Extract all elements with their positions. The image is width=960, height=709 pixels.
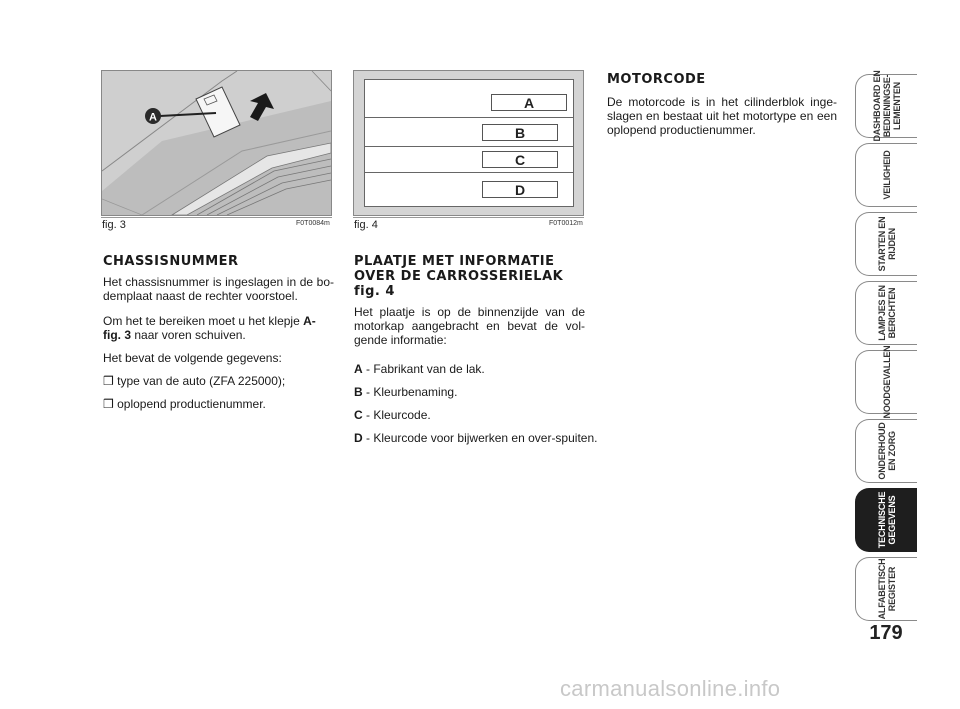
list-item-text: oplopend productienummer. [117, 397, 266, 411]
paint-info-plate [364, 79, 574, 207]
figure-3-image [101, 70, 332, 216]
chassis-number-heading: CHASSISNUMMER [103, 254, 239, 269]
plate-box-c: C [482, 151, 558, 168]
chassis-paragraph-3: Het bevat de volgende gegevens: [103, 351, 282, 365]
marker-a-label: A [149, 111, 157, 124]
fig4-code: F0T0012m [549, 220, 583, 227]
tab-warning-lights[interactable] [855, 281, 917, 345]
paint-plate-heading-line2: OVER DE CARROSSERIELAK [354, 269, 564, 284]
tab-safety[interactable] [855, 143, 917, 207]
paint-plate-paragraph: Het plaatje is op de binnenzijde van de motorkap aangebracht en bevat de vol-gende informatie: [354, 305, 585, 347]
tab-label: ALFABETISCH REGISTER [876, 558, 897, 620]
chassis-p2-text-a: Om het te bereiken moet u het klepje [103, 314, 304, 328]
fig3-caption-rule [101, 217, 332, 218]
engine-code-heading: MOTORCODE [607, 72, 706, 87]
list-item-text: Kleurbenaming. [373, 385, 458, 399]
list-item [103, 397, 334, 411]
engine-code-paragraph: De motorcode is in het cilinderblok inge-slagen en bestaat uit het motortype en een oplopend productienummer. [607, 95, 837, 137]
fig4-caption-rule [353, 217, 584, 218]
tab-label: STARTEN EN RIJDEN [876, 216, 897, 272]
tab-label: ONDERHOUD EN ZORG [876, 422, 897, 480]
list-item [354, 385, 585, 399]
tab-label: VEILIGHEID [881, 150, 892, 200]
chassis-paragraph-1: Het chassisnummer is ingeslagen in de bo-demplaat naast de rechter voorstoel. [103, 275, 334, 303]
list-item [354, 431, 607, 445]
plate-divider [365, 117, 573, 118]
list-item-key: D [354, 431, 363, 445]
plate-divider [365, 146, 573, 147]
list-item-key: A [354, 362, 363, 376]
plate-box-d: D [482, 181, 558, 198]
door-sill-illustration [102, 71, 331, 215]
figure-4-image [353, 70, 584, 216]
chassis-p2-text-b: naar voren schuiven. [131, 328, 246, 342]
tab-dashboard[interactable] [855, 70, 917, 142]
paint-plate-heading-fig-ref: fig. 4 [354, 284, 395, 299]
list-item-text: Fabrikant van de lak. [373, 362, 485, 376]
tab-label: TECHNISCHE GEGEVENS [876, 491, 897, 549]
fig4-caption: fig. 4 [354, 219, 378, 231]
chassis-p2-ref-fig: fig. 3 [103, 328, 132, 342]
tab-starting-driving[interactable] [855, 212, 917, 276]
fig3-caption: fig. 3 [102, 219, 126, 231]
bullet-icon: ❒ [103, 374, 114, 388]
list-item-text: Kleurcode voor bijwerken en over-spuiten. [373, 431, 598, 445]
fig3-code: F0T0084m [296, 220, 330, 227]
plate-box-b: B [482, 124, 558, 141]
list-item-sep: - [362, 408, 374, 422]
list-item [103, 374, 334, 388]
bullet-icon: ❒ [103, 397, 114, 411]
list-item [354, 362, 585, 376]
tab-maintenance[interactable] [855, 419, 917, 483]
page-number: 179 [869, 622, 903, 644]
list-item-sep: - [362, 385, 374, 399]
tab-technical-data[interactable] [855, 488, 917, 552]
chassis-paragraph-2 [103, 314, 334, 342]
list-item-text: type van de auto (ZFA 225000); [117, 374, 286, 388]
list-item-sep: - [362, 362, 374, 376]
tab-label: LAMPJES EN BERICHTEN [876, 285, 897, 341]
watermark-text: carmanualsonline.info [560, 676, 781, 701]
list-item [354, 408, 585, 422]
paint-plate-heading-line1: PLAATJE MET INFORMATIE [354, 254, 555, 269]
plate-divider [365, 172, 573, 173]
tab-index[interactable] [855, 557, 917, 621]
list-item-key: B [354, 385, 363, 399]
tab-label: NOODGEVALLEN [881, 345, 892, 419]
chassis-p2-ref-a: A- [303, 314, 316, 328]
list-item-text: Kleurcode. [373, 408, 431, 422]
list-item-sep: - [362, 431, 374, 445]
list-item-key: C [354, 408, 363, 422]
tab-label: DASHBOARD EN BEDIENINGSE- LEMENTEN [871, 70, 902, 142]
tab-emergencies[interactable] [855, 345, 917, 419]
plate-box-a: A [491, 94, 567, 111]
